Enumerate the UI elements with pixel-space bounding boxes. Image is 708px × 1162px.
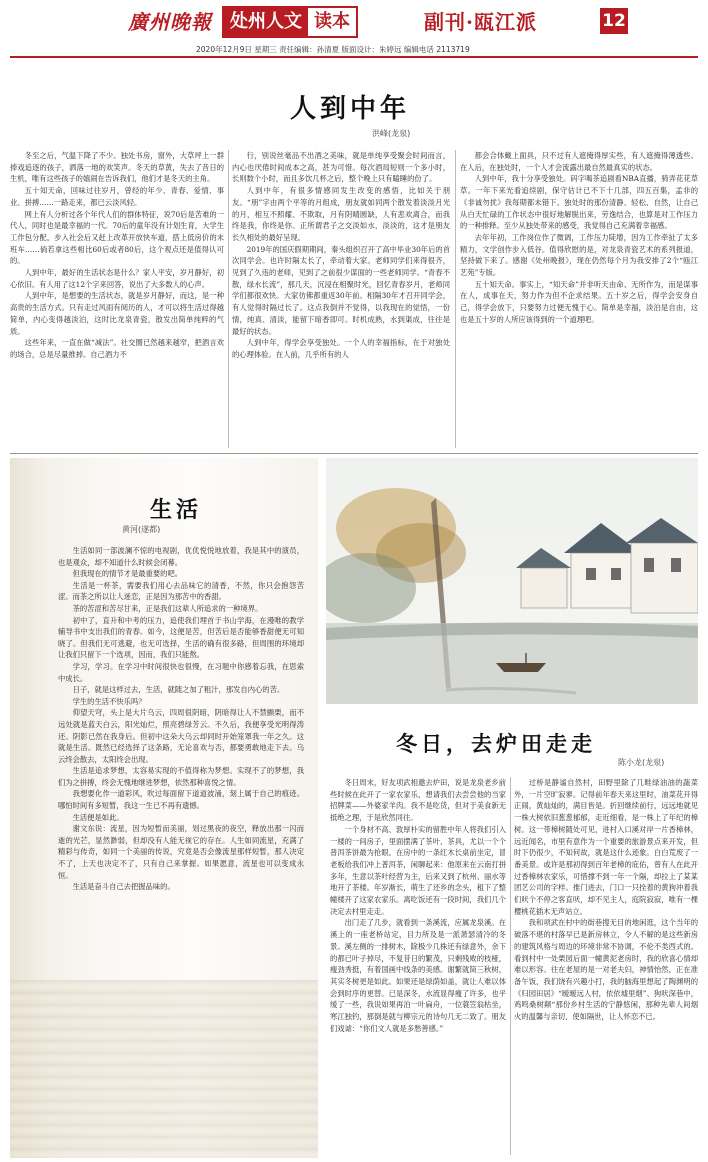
article-byline: 黄河(遂都)	[122, 525, 161, 534]
paragraph: 2019年的国庆假期期间，秦头组织召开了高中毕业30年后的首次同学会。也许时隔太长了，牵动着大家。老师同学们来得很齐，见到了久违的老师，见到了之前很少谋面的一些老师同学。“青春不散，绿水长流”，那几天，沉浸在相聚时光，回忆青春岁月，老师同学们都很欢快。大家彷佛都重返30年前。相隔30年才召开同学会，有人觉得时隔过长了。这点我倒并不觉得，以我现在的觉悟，一份情，纯真、清淡，能留下暗香即可。时机成熟，水到渠成，往往是最好的状态。	[232, 244, 450, 336]
article-byline: 洪峰(龙泉)	[372, 129, 411, 138]
paragraph: 生活是一杯茶，需要我们用心去品味它的清香，不然，你只会抱怨苦涩。而茶之所以让人迷恋，正是因为那苦中的香甜。	[58, 580, 304, 602]
paragraph: 生活便是如此。	[72, 812, 124, 822]
paragraph: 网上有人分析过各个年代人们的群体特征，说70后是苦难的一代人，同时也是最幸福的一代。70后的童年没有计划生育，大学生工作包分配，步入社会后又赶上改革开放快车道，搭上低房价的末班车……倘若拿这些相比60后或者80后，这个观点还是值得认可的。	[10, 209, 224, 266]
section-name: 处州人文	[224, 8, 308, 36]
dateline: 2020年12月9日 星期三 责任编辑：孙清夏 版面设计：朱婷远 编辑电话 2113719	[196, 45, 470, 54]
paragraph: 去年年初，工作岗位作了微调，工作压力陡增，因为工作牵扯了太多精力，文学创作步入低谷。值得欣慰的是，对龙泉青瓷艺术的系列报道，坚持做下来了。感谢《处州晚报》，现在仍然每个月为我安排了2个“瓯江艺苑”专版。	[460, 232, 698, 278]
article-title: 人到中年	[290, 94, 411, 124]
paragraph: 日子，就是这样过去，生活，就随之加了粗汁，那发自内心的苦。	[72, 685, 285, 695]
paragraph: 但我现在的情节才是最重要的吧。	[72, 569, 183, 579]
paragraph: 我和项武在村中的街巷搜无目的地闲逛，这个当年的破落不堪的村落早已是新房林立，令人不解的是这些新房的建筑风格与周边的环境非常不协调，不伦不类西式的。看到村中一处栗园后面一幢黄泥老房时，我的欣喜心情却难以形容。往在老屋的是一对老夫妇，神情怡然，正在准备午饭，我们饶有兴趣小打，我的脑海里想起了陶渊明的《归园田居》“暧暧远人村，依依墟里烟”、狗吠深巷中，鸡鸣桑树颠“那份乡村生活的宁静悠闲，那种先辈人间烟火的温馨与亲切，使如隔世，让人怀恋不已。	[514, 918, 698, 1022]
newspaper-logo: 廣州晚報	[128, 10, 212, 34]
article-title: 生活	[150, 497, 203, 523]
masthead	[0, 0, 708, 42]
paragraph: 生活是奋斗自己去把握品味的。	[72, 882, 175, 892]
paragraph: 都会合体戴上面具，只不过有人遮掩得厚实些，有人遮掩得薄透些。在人后，在独处时，一个人才会流露出最自然最真实的状态。	[460, 151, 698, 172]
supplement-title: 副刊·瓯江派	[424, 10, 537, 34]
paragraph: 人到中年，是想要的生活状态，就是岁月静好，而这，是一种高贵的生活方式。只有走过风雨有阅历的人，才可以将生活过得越简单，内心变得越淡泊，这时比龙泉青瓷，散发出简单纯粹的气质。	[10, 291, 224, 336]
paragraph: 谢文东说：流星，因为短暂而美丽，划过黑夜的夜空，释放出那一闪而逝的光芒，显然渺弱，但却没有人能无视它的存在。人生如同流星，充满了精彩与传奇，如同一个美丽的传说，究竟是否会像流星那样短暂，那人决定不了，上天也决定不了，只有自己来掌握。如果愿意，流星也可以变成永恒。	[58, 824, 304, 880]
article-byline: 陈小龙(龙泉)	[618, 758, 665, 767]
section-banner	[222, 6, 358, 38]
article-column	[10, 150, 224, 450]
article-body-life	[58, 545, 304, 1145]
column-divider	[228, 150, 229, 448]
paragraph: 学生的生活不快乐吗？	[72, 696, 146, 706]
page-number: 12	[600, 8, 628, 34]
paragraph: 人到中年，得学会享受独处。一个人的幸福指标，在于对独处的心理体验。在人前，几乎所有的人	[232, 338, 450, 359]
paragraph: 生活如同一部波澜不惊的电视剧，优优悦悦地放着，我是其中的演员，也是观众，却不知道什么时候会闭幕。	[58, 546, 304, 567]
paragraph: 茶的苦涩和苦尽甘来，正是我们这辈人所追求的一种境界。	[72, 603, 263, 613]
article-title: 冬日，去炉田走走	[396, 731, 596, 756]
paragraph: 一个身材不高、敦厚朴实的留胜中年人将我们引入一楼的一间房子，里面摆满了茶叶、茶具，尤以一个个普洱茶饼最为抢眼。在房中的一条红木长桌前坐定，冒老板给我们冲上普洱茶，闲聊起来：他原来在云南打拼多年，生意以茶叶经营为主，后来又到了杭州、丽水等地开了茶楼。年岁渐长，萌生了还乡的念头，租下了整幢楼开了这家农家乐。离吃饭还有一段时间，我们几个决定去村里走走。	[330, 824, 506, 916]
article-column	[330, 777, 506, 1157]
paragraph: 冬日周末，好友项武相邀去炉田，说是龙泉老乡前些时候在此开了一家农家乐，想请我们去尝尝他的当家招牌菜——外婆家羊肉。我不是吃货，但对于美食新无抵绝之理，于是欣然同往。	[330, 778, 506, 823]
paragraph: 仰望天穹，头上是大片乌云，四周很阴暗，阴暗得让人不禁颤栗，而不远处就是蓝天白云，阳光灿烂，照亮碧绿芳云。不久后，我便享受光明得涛还。阴影已然在我身后。但初中这朵大乌云却同时开始笼罩我一年之久。这就是生活。既然已经选择了这条路，无论喜欢与否，都要勇敢地走下去。乌云终会散去，太阳终会出现。	[58, 708, 304, 764]
column-divider	[510, 777, 511, 1155]
paragraph: 这些年来，一直在做“减法”。社交圈已然越来越窄，把酒言欢的场合，总是尽量推掉。自己酒力不	[10, 338, 224, 359]
masthead-divider	[10, 56, 698, 58]
article-column	[460, 150, 698, 450]
paragraph: 出门走了几步，就看到一条溪流，应属龙泉溪。在溪上的一座老桥站定，目力所及是一派萧瑟清冷的冬景。溪左侧的一排树木，除极少几株还有绿意外，余下的都已叶子掉尽，不复昔日的繁茂，只剩残败的枝桠，瘦劲秀挺，有着国画中线条的美感。谢繁就简三秋树，其实冬树更是如此。如果还是绿荫如盖，就让人难以体会到时序的更替。已是深冬，水流显得瘦了许多，也平缓了一些，我说如果再泊一叶扁舟，一位蓑笠翁枯坐，寒江独钓，那倒是就与柳宗元的诗句几无二致了。朋友们戏谑：“你们文人就是多愁善感。”	[330, 918, 506, 1033]
paragraph: 我想要化作一道彩风，吹过每面留下道道波涌，刻上属于自己的痕迹。哪怕时间有多短暂，我这一生已不再有遗憾。	[58, 789, 304, 811]
column-divider	[455, 150, 456, 448]
paragraph: 五十知天命。事实上，“知天命”并非听天由命、无所作为，而是谋事在人，成事在天，努力作为但不企求结果。五十岁之后，得学会安身自己，得学会放下，只要努力过便无愧于心。简单是幸福，淡泊是自由，这也是五十岁的人所应该得到的一个道理吧。	[460, 279, 698, 324]
paragraph: 人到中年，我十分享受独处。码字喝茶追剧看NBA直播，骑弄花花草草。一年下来光看追续剧，保守估计已不下十几部，四五百集，孟非的《非诚勿扰》我每期都未错下。独处时的那份清静、轻松、自然，让自己从白天忙碌的工作状态中很好地解脱出来，劳逸结合，也算是对工作压力的一种排释。至少从独处带来的感受，我觉得自己充满着幸福感。	[460, 174, 698, 231]
paragraph: 行，别说丝毫品不出酒之美味，就是单纯享受聚会时间而言，内心也厌倦时间成本之高，甚为可惜。每次酒局短则一个多小时，长则数个小时，而且多饮几杯之后，整个晚上只有瞌睡的份了。	[232, 151, 450, 184]
article-column	[514, 777, 698, 1157]
paragraph: 过桥是静谧自然村，田野里除了几畦绿油油的蔬菜外，一片空旷寂寥。记得前年春天来这里时，油菜花开得正闹，黄灿灿的，满目皆是。折回继续前行，远远地就见一株大树依旧葱葱郁郁，走近细看，是一株上了年纪的樟树。这一带樟树随处可见，进村入口溪对岸一片香樟林，远近闻名，市里有意作为一个重要的旅游景点来开发，但时下仍很少，不知何故，就是这什么迹象。白白荒废了一番美景。或许是那初得到百年老樟的庇佑，曾有人在此开过香樟林农家乐，可惜撑不到一年一个隔，却拉上了某某团艺公司的字样。推门进去，门口一只拴着的黄狗冲着我们吠个不停之客直吠，却不见主人，庭院寂寂，唯有一棵樱桃花插木无声站立。	[514, 778, 698, 916]
section-name-suffix: 读本	[314, 11, 350, 32]
paragraph: 五十知天命，回味过往岁月，曾经的年少、青春、爱情、事业、拼搏……一路走来，都已云淡风轻。	[10, 186, 224, 207]
section-divider	[10, 453, 698, 454]
paragraph: 人到中年，有很多情感同发生改变的感悟，比如关于朋友。“朋”字由两个平等的月组成，朋友就如同两个散发着淡淡月光的月，相互不照耀、不欺取，月有阴晴圆缺，人有悲欢离合，而我终是我，你终是你。正所谓君子之交淡如水，淡淡的，这才是朋友长久相处的最好呈现。	[232, 186, 450, 242]
article-column	[232, 150, 450, 450]
watercolor-village-painting	[326, 458, 698, 704]
paragraph: 冬至之后，气温下降了不少。独处书房，窗外，大草坪上一群捧戏追逐的孩子，洒落一地的欢笑声。冬天的草黄，失去了昔日的生机，唯有这些孩子的嬉闹在告诉我们，他们才是冬天的主角。	[10, 151, 224, 184]
paragraph: 初中了，直升和中考的压力，追使我们埋首于书山学海，在漫唯的教学辅导书中支出我们的青春。如今，这便是苦，但苦后是否能够香甜便无可知晓了。但我们无可逃避，也无可选择，生活的确有很多路，但周围的环境却让我们只留下一个选项，因而，我们只能熬。	[58, 615, 304, 660]
paragraph: 生活是追求梦想，太容易实现的不值得称为梦想。实现不了的梦想，我们为之拼搏，终会无愧地继进梦想，依然那种喜悦之情。	[58, 766, 304, 787]
paragraph: 学习，学习。在学习中时间很快也很慢，在习题中你感着忘我，在思索中成长。	[58, 661, 304, 683]
paragraph: 人到中年，最好的生活状态是什么？家人平安，岁月静好，初心依旧。有人用了这12个字来回答，说出了大多数人的心声。	[10, 268, 224, 289]
